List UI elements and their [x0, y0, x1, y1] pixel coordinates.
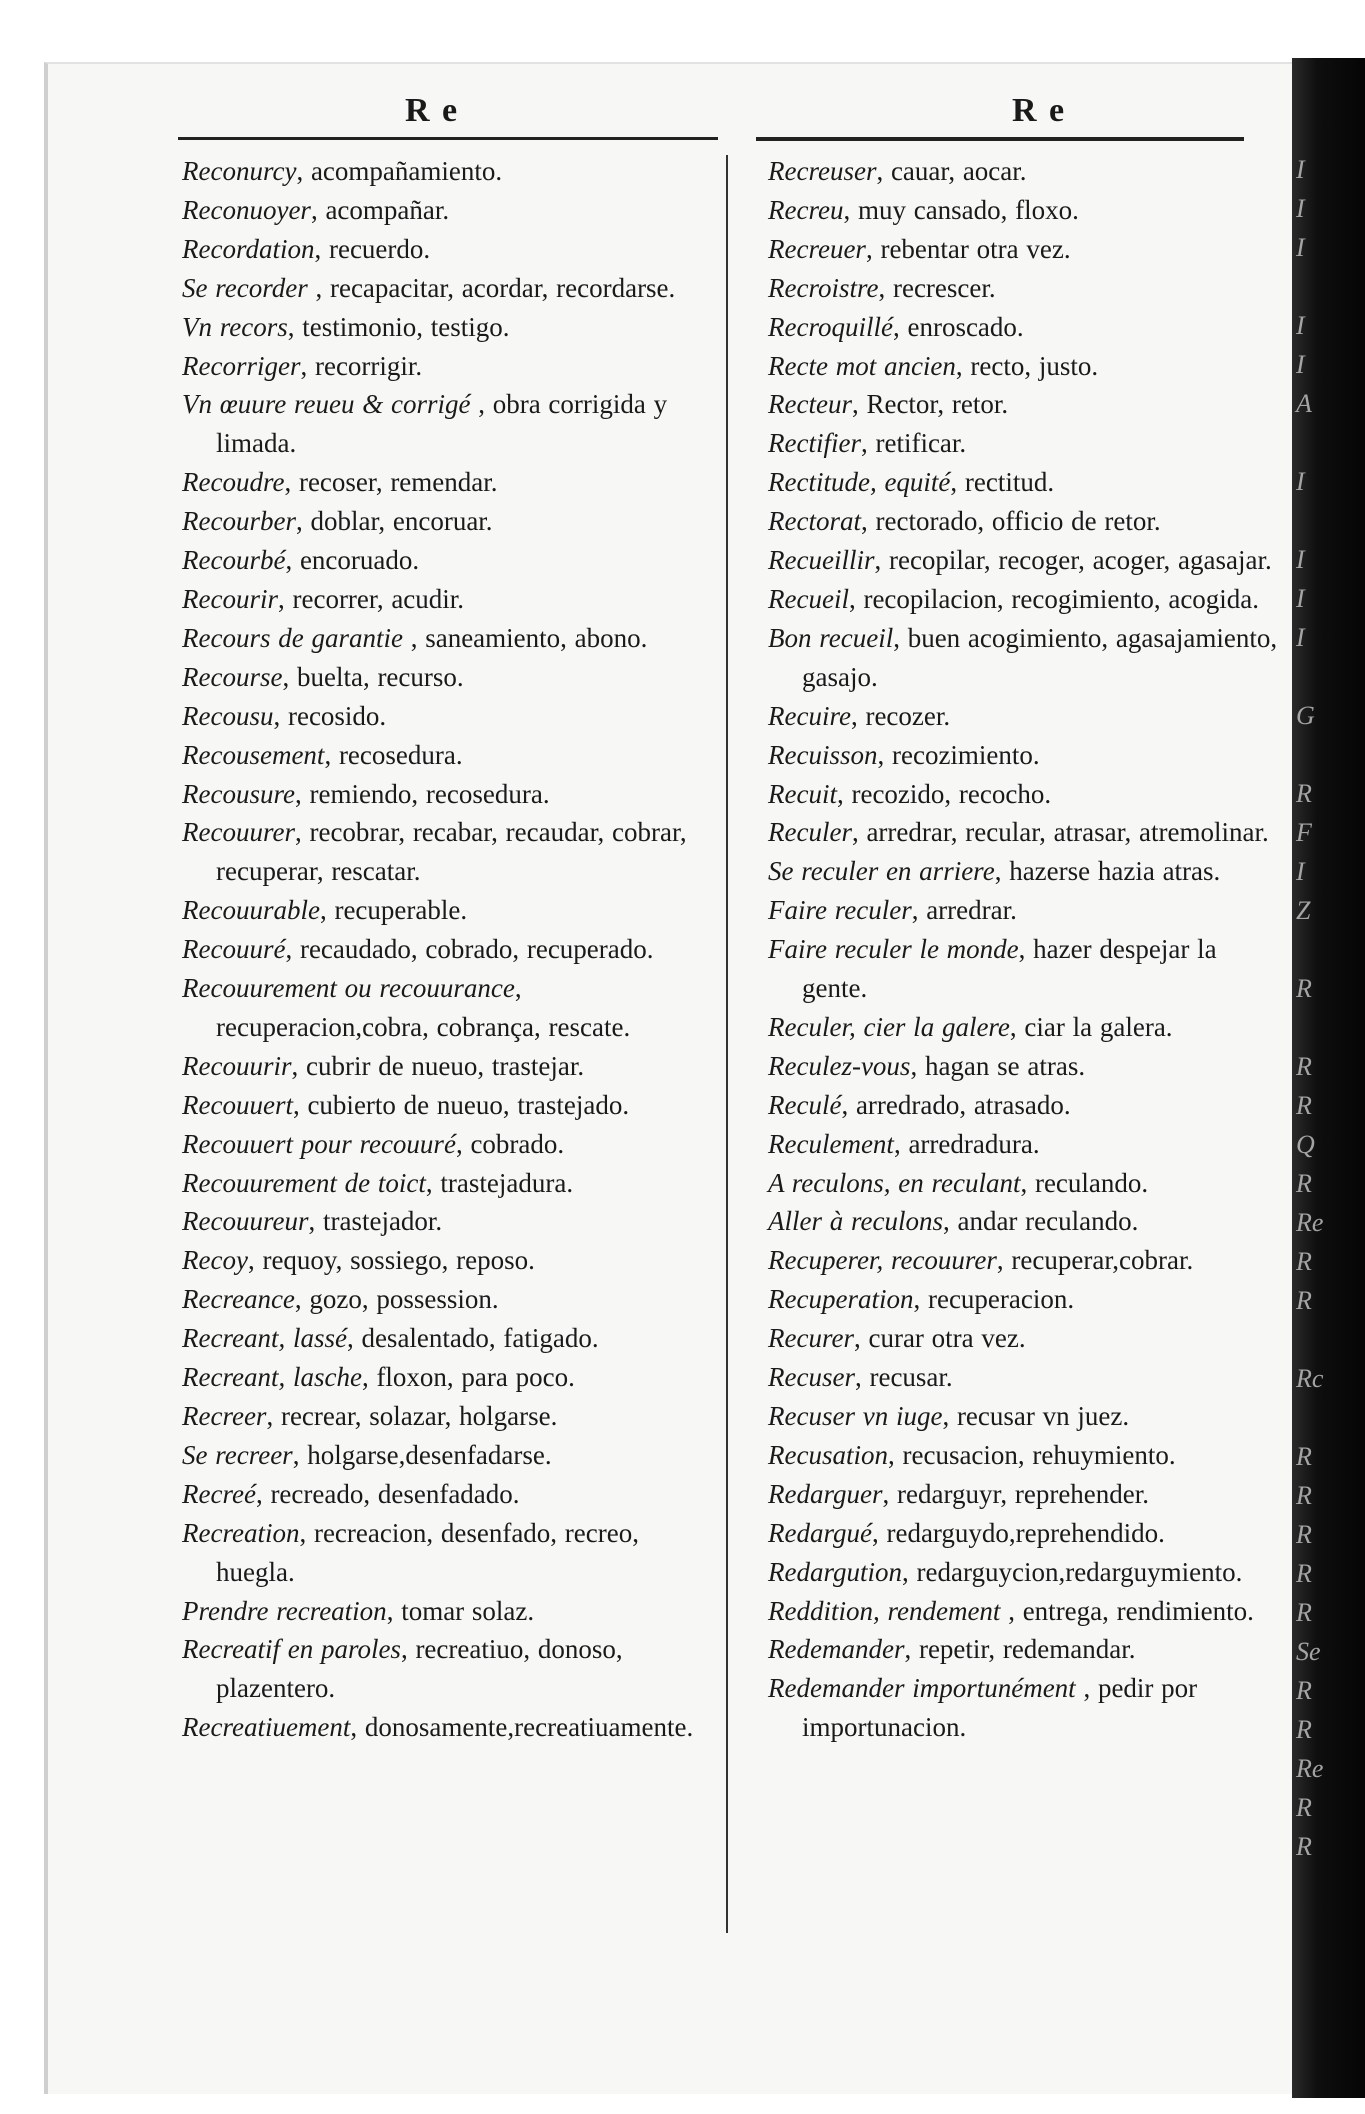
bleed-letter: I: [1296, 194, 1305, 223]
entry-definition: , ciar la galera.: [1009, 1011, 1173, 1042]
entry-definition: , redarguyr, reprehender.: [882, 1478, 1150, 1509]
entry-headword: A reculons, en reculant: [768, 1167, 1021, 1198]
entry-definition: , hagan se atras.: [910, 1050, 1086, 1081]
entry-headword: Se recreer: [182, 1439, 293, 1470]
entry-definition: , recosedura.: [324, 739, 463, 770]
entry-definition: , holgarse,desenfadarse.: [292, 1439, 552, 1470]
entry-headword: Bon recueil: [768, 622, 894, 653]
entry-headword: Redarguer: [768, 1478, 883, 1509]
dictionary-entry: [182, 1125, 717, 1164]
dictionary-entry: [182, 930, 717, 969]
entry-definition: , pedir por importunacion.: [802, 1673, 1198, 1743]
entry-definition: , saneamiento, abono.: [402, 622, 648, 653]
entry-definition: , redarguydo,reprehendido.: [871, 1517, 1165, 1548]
dictionary-entry: [768, 1669, 1278, 1747]
entry-headword: Recroquillé: [768, 311, 893, 342]
entry-headword: Recousu: [182, 700, 274, 731]
entry-headword: Recouurement ou recouurance: [182, 973, 515, 1004]
dictionary-entry: [768, 1514, 1278, 1553]
entry-headword: Recuperation: [768, 1284, 914, 1315]
bleed-letter: [1296, 1008, 1356, 1047]
entry-headword: Rectitude, equité: [768, 467, 951, 498]
bleed-letter: I: [1296, 311, 1305, 340]
bleed-letter: I: [1296, 584, 1305, 613]
entry-headword: Redemander importunément: [768, 1673, 1076, 1704]
dictionary-entry: [768, 852, 1278, 891]
bleed-letter: [1296, 267, 1356, 306]
entry-headword: Recte mot ancien: [768, 350, 956, 381]
entry-headword: Recouuré: [182, 934, 286, 965]
entry-headword: Recreé: [182, 1478, 256, 1509]
dictionary-entry: [768, 1436, 1278, 1475]
dictionary-entry: [768, 1241, 1278, 1280]
bleed-letter: R: [1296, 1052, 1312, 1081]
dictionary-entry: [182, 619, 717, 658]
entry-headword: Reculé: [768, 1089, 842, 1120]
entry-headword: Rectorat: [768, 506, 861, 537]
entry-headword: Recreant, lassé: [182, 1323, 347, 1354]
dictionary-entry: [182, 308, 717, 347]
dictionary-entry: [182, 736, 717, 775]
dictionary-entry: [182, 1592, 717, 1631]
entry-definition: , recobrar, recabar, recaudar, cobrar, recuperar, rescatar.: [216, 817, 687, 887]
bleed-letter: [1296, 735, 1356, 774]
entry-definition: , arredradura.: [893, 1128, 1040, 1159]
entry-headword: Se reculer en arriere: [768, 856, 995, 887]
entry-definition: , recozer.: [850, 700, 951, 731]
entry-definition: , recorrer, acudir.: [277, 583, 465, 614]
entry-headword: Recouureur: [182, 1206, 309, 1237]
entry-definition: , recorrigir.: [300, 350, 423, 381]
dictionary-entry: [182, 191, 717, 230]
entry-definition: , desalentado, fatigado.: [346, 1323, 599, 1354]
dictionary-entry: [768, 1630, 1278, 1669]
entry-definition: , recosido.: [273, 700, 387, 731]
entry-headword: Recourse: [182, 661, 283, 692]
entry-headword: Recourir: [182, 583, 278, 614]
dictionary-entry: [182, 1514, 717, 1592]
entry-headword: Recuisson: [768, 739, 878, 770]
bleed-letter: R: [1296, 1520, 1312, 1549]
column-divider: [726, 155, 728, 1933]
entry-headword: Recouurable: [182, 895, 320, 926]
entry-headword: Recurer: [768, 1323, 854, 1354]
dictionary-entry: [182, 1086, 717, 1125]
entry-definition: , encoruado.: [285, 545, 420, 576]
dictionary-entry: [768, 1047, 1278, 1086]
entry-definition: , recaudado, cobrado, recuperado.: [285, 934, 654, 965]
bleed-letter: R: [1296, 779, 1312, 808]
entry-definition: , Rector, retor.: [851, 389, 1009, 420]
entry-definition: , hazerse hazia atras.: [994, 856, 1221, 887]
entry-headword: Recroistre: [768, 272, 879, 303]
bleed-letter: I: [1296, 467, 1305, 496]
entry-definition: , rectorado, officio de retor.: [860, 506, 1161, 537]
dictionary-entry: [768, 1358, 1278, 1397]
entry-definition: , buen acogimiento, agasajamiento, gasajo.: [802, 622, 1278, 692]
entry-headword: Recreatif en paroles: [182, 1634, 401, 1665]
dictionary-entry: [768, 1397, 1278, 1436]
dictionary-entry: [182, 463, 717, 502]
dictionary-entry: [768, 1475, 1278, 1514]
entry-headword: Redargution: [768, 1556, 902, 1587]
entry-headword: Faire reculer: [768, 895, 912, 926]
dictionary-entry: [768, 736, 1278, 775]
bleed-letter: [1296, 501, 1356, 540]
entry-definition: , arredrar.: [911, 895, 1017, 926]
dictionary-entry: [768, 1553, 1278, 1592]
header-rule-left: [178, 137, 718, 140]
entry-definition: , andar reculando.: [942, 1206, 1139, 1237]
entry-definition: , gozo, possession.: [294, 1284, 499, 1315]
dictionary-entry: [768, 813, 1278, 852]
bleed-letter: I: [1296, 623, 1305, 652]
entry-definition: , recuerdo.: [314, 233, 431, 264]
dictionary-entry: [182, 152, 717, 191]
dictionary-entry: [182, 1475, 717, 1514]
dictionary-entry: [182, 385, 717, 463]
running-header-right: R e: [1012, 92, 1067, 129]
entry-headword: Recousure: [182, 778, 295, 809]
dictionary-entry: [182, 697, 717, 736]
entry-definition: , recrescer.: [878, 272, 996, 303]
dictionary-entry: [182, 502, 717, 541]
bleed-letter: [1296, 930, 1356, 969]
entry-headword: Faire reculer le monde: [768, 934, 1019, 965]
entry-definition: , recreacion, desenfado, recreo, huegla.: [216, 1517, 639, 1587]
entry-definition: , enroscado.: [892, 311, 1024, 342]
dictionary-entry: [768, 541, 1278, 580]
dictionary-entry: [182, 813, 717, 891]
dictionary-entry: [182, 541, 717, 580]
entry-headword: Reculez-vous: [768, 1050, 911, 1081]
entry-definition: , curar otra vez.: [853, 1323, 1026, 1354]
entry-definition: , recto, justo.: [955, 350, 1099, 381]
entry-headword: Redemander: [768, 1634, 905, 1665]
left-column: [182, 152, 717, 1747]
dictionary-entry: [768, 1008, 1278, 1047]
entry-headword: Reconurcy: [182, 156, 297, 186]
entry-headword: Recueillir: [768, 545, 875, 576]
dictionary-entry: [182, 658, 717, 697]
bleed-letter: [1296, 1398, 1356, 1437]
entry-definition: , recopilar, recoger, acoger, agasajar.: [874, 545, 1272, 576]
entry-headword: Recreatiuement: [182, 1712, 351, 1743]
entry-headword: Recouurement de toict: [182, 1167, 426, 1198]
entry-headword: Reconuoyer: [182, 194, 311, 225]
dictionary-entry: [768, 269, 1278, 308]
bleed-letter: A: [1296, 389, 1312, 418]
entry-definition: , recozido, recocho.: [836, 778, 1052, 809]
dictionary-entry: [768, 1319, 1278, 1358]
entry-definition: , redarguycion,redarguymiento.: [902, 1556, 1243, 1587]
dictionary-entry: [768, 1086, 1278, 1125]
bleed-letter: R: [1296, 1247, 1312, 1276]
dictionary-entry: [182, 1164, 717, 1203]
entry-definition: , rebentar otra vez.: [865, 233, 1071, 264]
entry-definition: , recreatiuo, donoso, plazentero.: [216, 1634, 623, 1704]
entry-headword: Recouuert: [182, 1089, 293, 1120]
dictionary-entry: [182, 1397, 717, 1436]
entry-headword: Recueil: [768, 583, 849, 614]
entry-definition: , recusar vn juez.: [942, 1401, 1130, 1431]
entry-definition: , cauar, aocar.: [876, 156, 1027, 186]
bleed-letter: I: [1296, 155, 1305, 184]
entry-definition: , rectitud.: [950, 467, 1055, 498]
entry-definition: , tomar solaz.: [386, 1595, 535, 1626]
bleed-letter: Re: [1296, 1208, 1324, 1237]
entry-headword: Redargué: [768, 1517, 872, 1548]
entry-headword: Recreation: [182, 1517, 300, 1548]
entry-definition: , acompañamiento.: [296, 156, 503, 186]
entry-definition: , entrega, rendimiento.: [1000, 1595, 1254, 1626]
dictionary-entry: [768, 1202, 1278, 1241]
entry-headword: Recourbé: [182, 545, 286, 576]
bleed-letter: I: [1296, 545, 1305, 574]
dictionary-entry: [182, 1202, 717, 1241]
dictionary-entry: [768, 930, 1278, 1008]
dictionary-entry: [182, 1436, 717, 1475]
dictionary-entry: [182, 269, 717, 308]
dictionary-entry: [768, 1164, 1278, 1203]
dictionary-entry: [182, 1630, 717, 1708]
entry-definition: , remiendo, recosedura.: [294, 778, 550, 809]
dictionary-entry: [768, 308, 1278, 347]
bleed-letter: Q: [1296, 1130, 1315, 1159]
dictionary-entry: [768, 580, 1278, 619]
dictionary-entry: [182, 347, 717, 386]
entry-definition: , doblar, encoruar.: [295, 506, 493, 537]
entry-headword: Recordation: [182, 233, 315, 264]
entry-definition: , hazer despejar la gente.: [802, 934, 1217, 1004]
bleed-letter: R: [1296, 1481, 1312, 1510]
bleed-letter: R: [1296, 1715, 1312, 1744]
bleed-letter: R: [1296, 1169, 1312, 1198]
entry-definition: , cubierto de nueuo, trastejado.: [292, 1089, 630, 1120]
dictionary-entry: [768, 463, 1278, 502]
entry-headword: Recreer: [182, 1401, 267, 1431]
entry-headword: Se recorder: [182, 272, 308, 303]
entry-definition: , obra corrigida y limada.: [216, 389, 668, 459]
dictionary-entry: [768, 1125, 1278, 1164]
entry-headword: Prendre recreation: [182, 1595, 387, 1626]
bleed-letter: I: [1296, 233, 1305, 262]
bleed-letter: I: [1296, 350, 1305, 379]
entry-definition: , testimonio, testigo.: [287, 311, 510, 342]
entry-headword: Reculer, cier la galere: [768, 1011, 1010, 1042]
right-column: [768, 152, 1278, 1747]
bleed-letter: I: [1296, 857, 1305, 886]
dictionary-entry: [182, 1047, 717, 1086]
entry-headword: Recourber: [182, 506, 296, 537]
entry-definition: , recuperable.: [319, 895, 468, 926]
dictionary-entry: [768, 152, 1278, 191]
dictionary-entry: [768, 1280, 1278, 1319]
entry-headword: Recreant, lasche: [182, 1362, 362, 1393]
dictionary-entry: [182, 969, 717, 1047]
bleed-letter: R: [1296, 1598, 1312, 1627]
dictionary-entry: [768, 775, 1278, 814]
bleed-letter: R: [1296, 1559, 1312, 1588]
entry-headword: Recouurer: [182, 817, 295, 848]
bleed-letter: R: [1296, 1793, 1312, 1822]
entry-definition: , recuperacion.: [913, 1284, 1075, 1315]
entry-headword: Recreuer: [768, 233, 866, 264]
bleed-letter: Rc: [1296, 1364, 1324, 1393]
dictionary-entry: [182, 1358, 717, 1397]
entry-headword: Recuire: [768, 700, 851, 731]
entry-definition: , reculando.: [1020, 1167, 1149, 1198]
entry-headword: Rectifier: [768, 428, 861, 459]
bleed-letter: R: [1296, 974, 1312, 1003]
entry-definition: , trastejador.: [308, 1206, 443, 1237]
entry-definition: , floxon, para poco.: [361, 1362, 575, 1393]
bleed-letter: R: [1296, 1832, 1312, 1861]
running-header-left: R e: [405, 92, 460, 129]
entry-definition: , retificar.: [860, 428, 967, 459]
dictionary-entry: [768, 424, 1278, 463]
entry-definition: , muy cansado, floxo.: [843, 194, 1079, 225]
entry-definition: , recuperar,cobrar.: [996, 1245, 1194, 1276]
bleed-letter: G: [1296, 701, 1315, 730]
bleed-letter: R: [1296, 1442, 1312, 1471]
entry-headword: Recouuert pour recouuré: [182, 1128, 456, 1159]
dictionary-entry: [182, 580, 717, 619]
bleed-letter: [1296, 423, 1356, 462]
entry-headword: Recteur: [768, 389, 852, 420]
entry-headword: Reculer: [768, 817, 852, 848]
entry-definition: , recreado, desenfadado.: [255, 1478, 520, 1509]
entry-headword: Recreance: [182, 1284, 295, 1315]
entry-headword: Vn œuure reueu & corrigé: [182, 389, 471, 420]
header-rule-right: [756, 137, 1244, 141]
bleed-letter: Se: [1296, 1637, 1321, 1666]
bleed-letter: R: [1296, 1091, 1312, 1120]
entry-headword: Recoudre: [182, 467, 285, 498]
dictionary-entry: [768, 347, 1278, 386]
entry-definition: , recuperacion,cobra, cobrança, rescate.: [216, 973, 631, 1042]
entry-definition: , cobrado.: [455, 1128, 565, 1159]
entry-headword: Recuit: [768, 778, 837, 809]
entry-definition: , recoser, remendar.: [284, 467, 498, 498]
dictionary-entry: [768, 502, 1278, 541]
entry-headword: Recreu: [768, 194, 844, 225]
entry-headword: Recoy: [182, 1245, 248, 1276]
facing-page-bleed: [1296, 150, 1356, 2050]
dictionary-entry: [182, 1241, 717, 1280]
dictionary-entry: [768, 697, 1278, 736]
dictionary-entry: [182, 230, 717, 269]
entry-headword: Recusation: [768, 1439, 888, 1470]
entry-definition: , requoy, sossiego, reposo.: [247, 1245, 535, 1276]
entry-definition: , recusar.: [854, 1362, 953, 1393]
bleed-letter: F: [1296, 818, 1312, 847]
entry-definition: , buelta, recurso.: [282, 661, 464, 692]
entry-headword: Reddition, rendement: [768, 1595, 1001, 1626]
dictionary-entry: [182, 891, 717, 930]
entry-headword: Recours de garantie: [182, 622, 403, 653]
entry-headword: Reculement: [768, 1128, 894, 1159]
dictionary-entry: [768, 385, 1278, 424]
bleed-letter: R: [1296, 1676, 1312, 1705]
bleed-letter: [1296, 1320, 1356, 1359]
entry-definition: , repetir, redemandar.: [904, 1634, 1136, 1665]
dictionary-entry: [768, 619, 1278, 697]
entry-headword: Aller à reculons: [768, 1206, 943, 1237]
dictionary-entry: [768, 230, 1278, 269]
dictionary-entry: [182, 1319, 717, 1358]
bleed-letter: [1296, 657, 1356, 696]
dictionary-entry: [768, 891, 1278, 930]
entry-headword: Recuser: [768, 1362, 855, 1393]
entry-headword: Recorriger: [182, 350, 301, 381]
entry-headword: Recuperer, recouurer: [768, 1245, 997, 1276]
entry-headword: Vn recors: [182, 311, 288, 342]
bleed-letter: Re: [1296, 1754, 1324, 1783]
dictionary-entry: [768, 191, 1278, 230]
dictionary-entry: [182, 775, 717, 814]
entry-headword: Recreuser: [768, 156, 877, 186]
entry-definition: , donosamente,recreatiuamente.: [350, 1712, 694, 1743]
entry-definition: , cubrir de nueuo, trastejar.: [291, 1050, 585, 1081]
dictionary-entry: [182, 1708, 717, 1747]
entry-definition: , recapacitar, acordar, recordarse.: [307, 272, 676, 303]
entry-definition: , trastejadura.: [425, 1167, 574, 1198]
bleed-letter: R: [1296, 1286, 1312, 1315]
entry-definition: , recrear, solazar, holgarse.: [266, 1401, 558, 1431]
entry-headword: Recuser vn iuge: [768, 1401, 943, 1431]
entry-definition: , recopilacion, recogimiento, acogida.: [848, 583, 1260, 614]
entry-definition: , arredrar, recular, atrasar, atremolinar.: [851, 817, 1269, 848]
dictionary-entry: [182, 1280, 717, 1319]
entry-definition: , arredrado, atrasado.: [841, 1089, 1071, 1120]
bleed-letter: Z: [1296, 896, 1311, 925]
entry-headword: Recousement: [182, 739, 325, 770]
entry-headword: Recouurir: [182, 1050, 292, 1081]
entry-definition: , acompañar.: [310, 194, 450, 225]
dictionary-entry: [768, 1592, 1278, 1631]
entry-definition: , recozimiento.: [877, 739, 1040, 770]
entry-definition: , recusacion, rehuymiento.: [887, 1439, 1176, 1470]
